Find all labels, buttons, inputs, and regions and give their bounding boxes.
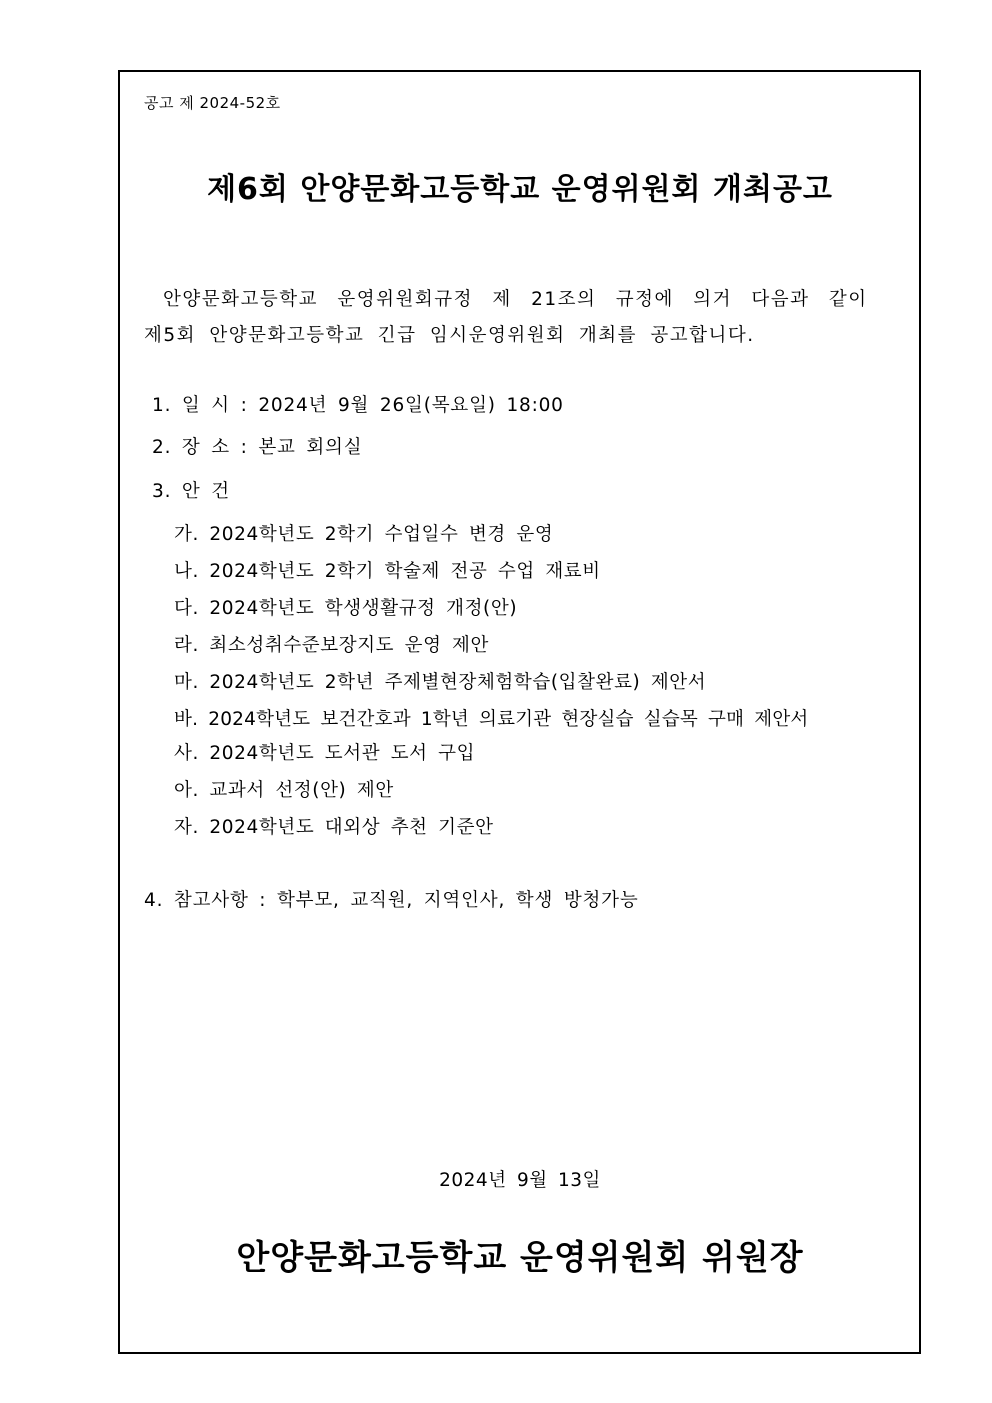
item-datetime: 1. 일 시 : 2024년 9월 26일(목요일) 18:00 bbox=[152, 395, 564, 416]
agenda-item: 자. 2024학년도 대외상 추천 기준안 bbox=[174, 817, 494, 838]
issue-date: 2024년 9월 13일 bbox=[439, 1170, 601, 1191]
notice-number: 공고 제 2024-52호 bbox=[144, 94, 281, 112]
signature: 안양문화고등학교 운영위원회 위원장 bbox=[236, 1238, 804, 1278]
agenda-item: 사. 2024학년도 도서관 도서 구입 bbox=[174, 743, 476, 764]
agenda-item: 바. 2024학년도 보건간호과 1학년 의료기관 현장실습 실습목 구매 제안서 bbox=[174, 709, 809, 730]
agenda-item: 다. 2024학년도 학생생활규정 개정(안) bbox=[174, 598, 518, 619]
intro-line-1: 안양문화고등학교 운영위원회규정 제 21조의 규정에 의거 다음과 같이 bbox=[163, 289, 868, 310]
item-reference: 4. 참고사항 : 학부모, 교직원, 지역인사, 학생 방청가능 bbox=[144, 890, 639, 911]
agenda-item: 아. 교과서 선정(안) 제안 bbox=[174, 780, 394, 801]
agenda-item: 가. 2024학년도 2학기 수업일수 변경 운영 bbox=[174, 524, 554, 545]
agenda-item: 라. 최소성취수준보장지도 운영 제안 bbox=[174, 635, 489, 656]
item-place: 2. 장 소 : 본교 회의실 bbox=[152, 437, 363, 458]
agenda-item: 마. 2024학년도 2학년 주제별현장체험학습(입찰완료) 제안서 bbox=[174, 672, 707, 693]
item-agenda-heading: 3. 안 건 bbox=[152, 481, 230, 502]
intro-line-2: 제5회 안양문화고등학교 긴급 임시운영위원회 개최를 공고합니다. bbox=[144, 325, 755, 346]
document-title: 제6회 안양문화고등학교 운영위원회 개최공고 bbox=[207, 172, 833, 207]
agenda-item: 나. 2024학년도 2학기 학술제 전공 수업 재료비 bbox=[174, 561, 601, 582]
